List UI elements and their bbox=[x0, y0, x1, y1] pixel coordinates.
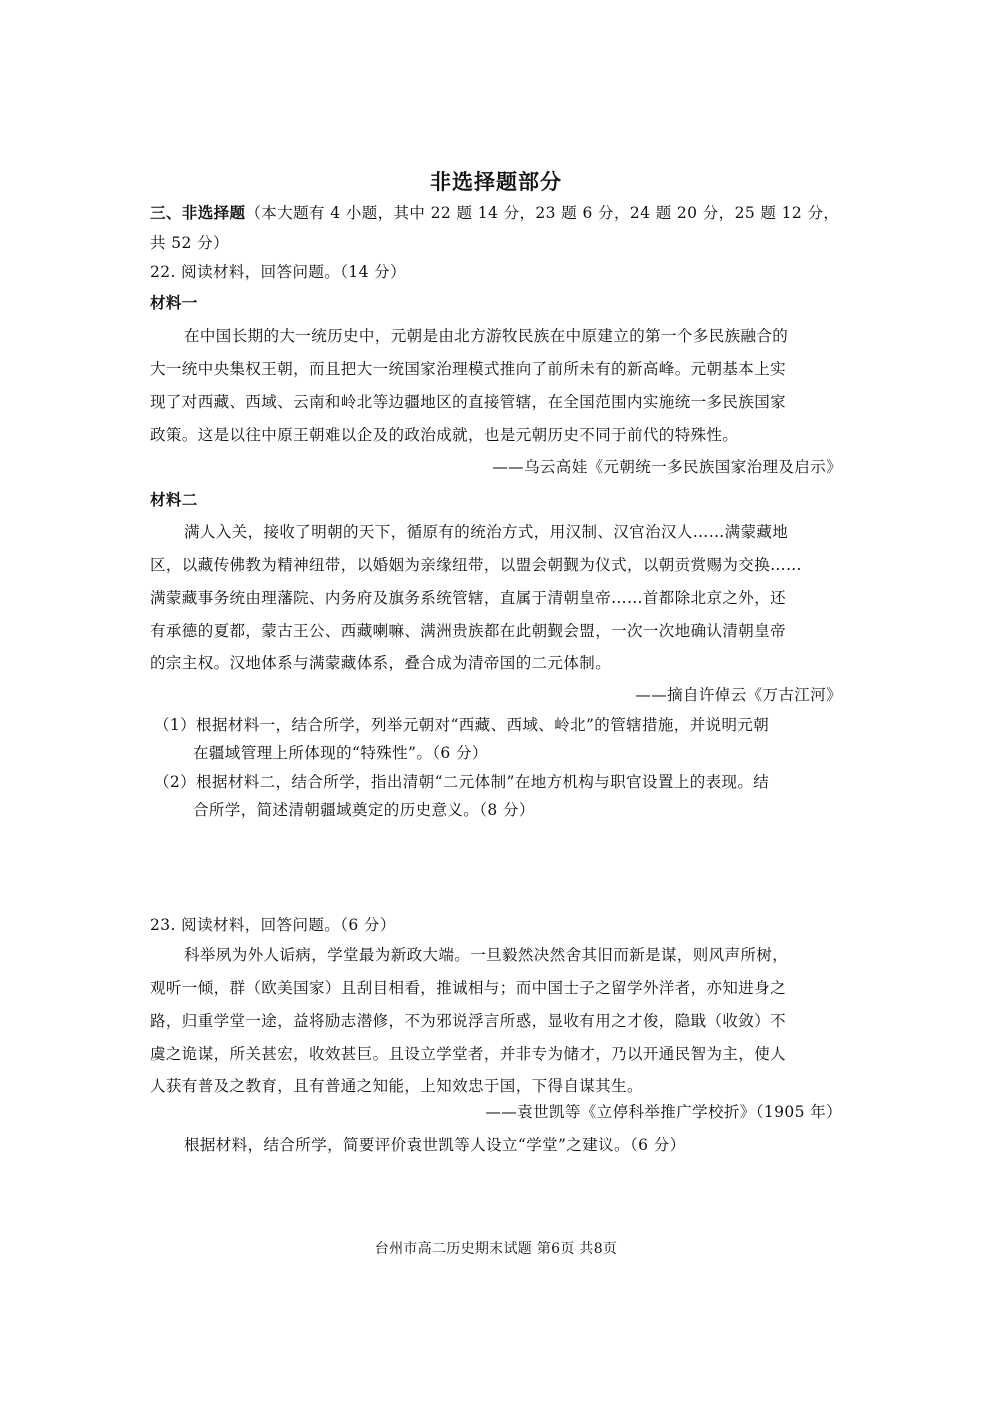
q22-material2-source: ——摘自许倬云《万古江河》 bbox=[635, 686, 842, 704]
section-header-line2: 共 52 分） bbox=[150, 234, 229, 252]
q22-material2-line: 满蒙藏事务统由理藩院、内务府及旗务系统管辖，直属于清朝皇帝……首都除北京之外，还 bbox=[150, 589, 787, 607]
q23-material-line: 虞之诡谋，所关甚宏，收效甚巨。且设立学堂者，并非专为储才，乃以开通民智为主，使人 bbox=[150, 1045, 787, 1063]
section-title: 非选择题部分 bbox=[430, 170, 562, 194]
page-footer: 台州市高二历史期末试题 第6页 共8页 bbox=[374, 1241, 618, 1257]
q22-question-2-cont: 合所学，简述清朝疆域奠定的历史意义。（8 分） bbox=[193, 801, 535, 819]
q22-material2-line: 区，以藏传佛教为精神纽带，以婚姻为亲缘纽带，以盟会朝觐为仪式，以朝贡赏赐为交换…… bbox=[150, 556, 802, 574]
q23-material-line: 路，归重学堂一途，益将励志潜修，不为邪说浮言所惑，显收有用之才俊，隐戢（收敛）不 bbox=[150, 1012, 787, 1030]
q23-question: 根据材料，结合所学，简要评价袁世凯等人设立“学堂”之建议。（6 分） bbox=[184, 1136, 686, 1154]
q22-question-1: （1）根据材料一，结合所学，列举元朝对“西藏、西域、岭北”的管辖措施，并说明元朝 bbox=[154, 716, 770, 734]
q22-material1-line: 政策。这是以往中原王朝难以企及的政治成就，也是元朝历史不同于前代的特殊性。 bbox=[150, 426, 739, 444]
q23-heading: 23. 阅读材料，回答问题。（6 分） bbox=[150, 916, 396, 934]
q22-heading: 22. 阅读材料，回答问题。（14 分） bbox=[150, 263, 406, 281]
q23-material-line: 观听一倾，群（欧美国家）且刮目相看，推诚相与；而中国士子之留学外洋者，亦知进身之 bbox=[150, 979, 787, 997]
q22-material2-label: 材料二 bbox=[150, 491, 198, 509]
q22-material1-label: 材料一 bbox=[150, 294, 198, 312]
q22-material1-line: 现了对西藏、西域、云南和岭北等边疆地区的直接管辖，在全国范围内实施统一多民族国家 bbox=[150, 393, 787, 411]
section-header-label: 三、非选择题 bbox=[150, 204, 246, 222]
q23-source: ——袁世凯等《立停科举推广学校折》（1905 年） bbox=[485, 1103, 842, 1121]
q22-question-1-cont: 在疆域管理上所体现的“特殊性”。（6 分） bbox=[193, 744, 488, 762]
q22-material1-source: ——乌云高娃《元朝统一多民族国家治理及启示》 bbox=[492, 458, 842, 476]
q22-question-2: （2）根据材料二，结合所学，指出清朝“二元体制”在地方机构与职官设置上的表现。结 bbox=[154, 773, 770, 791]
section-header-line1 bbox=[150, 203, 842, 223]
q22-material1-line: 在中国长期的大一统历史中，元朝是由北方游牧民族在中原建立的第一个多民族融合的 bbox=[184, 327, 789, 345]
q22-material2-line: 有承德的夏都，蒙古王公、西藏喇嘛、满洲贵族都在此朝觐会盟，一次一次地确认清朝皇帝 bbox=[150, 622, 787, 640]
q23-material-line: 人获有普及之教育，且有普通之知能，上知效忠于国，下得自谋其生。 bbox=[150, 1077, 643, 1095]
q22-material2-line: 满人入关，接收了明朝的天下，循原有的统治方式，用汉制、汉官治汉人……满蒙藏地 bbox=[184, 523, 789, 541]
q23-material-line: 科举夙为外人诟病，学堂最为新政大端。一旦毅然决然舍其旧而新是谋，则风声所树， bbox=[184, 946, 789, 964]
section-header-rest: （本大题有 4 小题，其中 22 题 14 分，23 题 6 分，24 题 20 分，25 题 12 分， bbox=[245, 204, 840, 222]
q22-material1-line: 大一统中央集权王朝，而且把大一统国家治理模式推向了前所未有的新高峰。元朝基本上实 bbox=[150, 360, 787, 378]
q22-material2-line: 的宗主权。汉地体系与满蒙藏体系，叠合成为清帝国的二元体制。 bbox=[150, 654, 612, 672]
